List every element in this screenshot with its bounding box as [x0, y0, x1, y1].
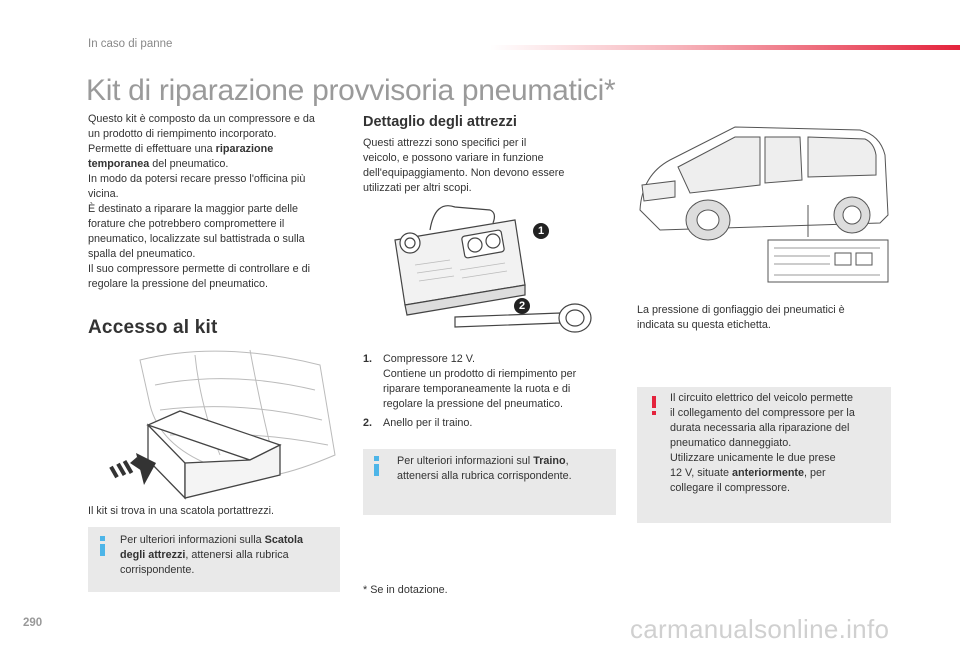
page-title: Kit di riparazione provvisoria pneumatici*	[86, 74, 616, 107]
access-info-box	[88, 527, 340, 592]
list-item: 1. Compressore 12 V. Contiene un prodotto di riempimento per riparare temporaneamente la ruota e di regolare la pressione del pneumatico.	[363, 353, 577, 410]
van-label-illustration	[630, 115, 895, 290]
seat-toolbox-illustration	[100, 345, 340, 500]
intro-line: Permette di effettuare una riparazione	[88, 143, 274, 155]
access-heading: Accesso al kit	[88, 317, 218, 338]
details-paragraph: Questi attrezzi sono specifici per il veicolo, e possono variare in funzione dell'equipaggiamento. Non devono essere utilizzati per altri scopi.	[363, 137, 565, 194]
warning-text: Il circuito elettrico del veicolo permette il collegamento del compressore per la durata necessaria alla riparazione del pneumatico danneggiato. Utilizzare unicamente le due prese 12 V, situate anteriormente, per collegare il compressore.	[670, 392, 855, 494]
intro-line: Questo kit è composto da un compressore e da	[88, 113, 315, 125]
footnote: * Se in dotazione.	[363, 584, 448, 596]
intro-line: un prodotto di riempimento incorporato.	[88, 128, 277, 140]
details-info-box	[363, 449, 616, 515]
details-info-text: Per ulteriori informazioni sul Traino, attenersi alla rubrica corrispondente.	[397, 455, 572, 482]
callout-badge-2: 2	[514, 298, 530, 314]
intro-line: Il suo compressore permette di controllare e di	[88, 263, 311, 275]
watermark: carmanualsonline.info	[630, 614, 890, 644]
intro-paragraph	[88, 112, 348, 292]
intro-line: vicina.	[88, 188, 119, 200]
callout-badge-1: 1	[533, 223, 549, 239]
details-heading: Dettaglio degli attrezzi	[363, 114, 517, 130]
intro-line: pneumatico, localizzate sul battistrada o sulla	[88, 233, 305, 245]
intro-line: regolare la pressione del pneumatico.	[88, 278, 269, 290]
intro-line: temporanea del pneumatico.	[88, 158, 229, 170]
warning-box	[637, 387, 891, 523]
section-label: In caso di panne	[88, 38, 173, 50]
access-caption: Il kit si trova in una scatola portattrezzi.	[88, 505, 275, 517]
intro-line: È destinato a riparare la maggior parte delle	[88, 203, 299, 215]
intro-line: spalla del pneumatico.	[88, 248, 196, 260]
list-item: 2. Anello per il traino.	[363, 417, 473, 429]
pressure-caption: La pressione di gonfiaggio dei pneumatici è indicata su questa etichetta.	[637, 304, 845, 331]
repair-kit-illustration	[375, 195, 615, 340]
access-info-text: Per ulteriori informazioni sulla Scatola degli attrezzi, attenersi alla rubrica corrispondente.	[120, 534, 304, 576]
intro-line: In modo da potersi recare presso l'officina più	[88, 173, 306, 185]
header-accent-bar	[490, 45, 960, 50]
intro-line: forature che potrebbero compromettere il	[88, 218, 285, 230]
page-number: 290	[23, 617, 43, 629]
